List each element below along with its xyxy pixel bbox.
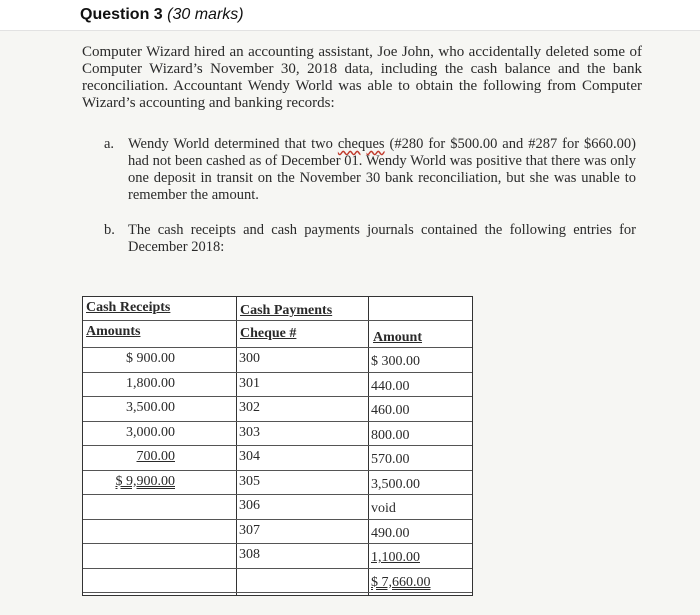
table-row-line: [83, 568, 472, 569]
item-a-letter: a.: [104, 136, 115, 152]
item-a-text: [128, 136, 636, 204]
cheque-number: 303: [239, 424, 260, 440]
question-title: [80, 6, 244, 24]
cheque-number: 301: [239, 375, 260, 391]
payment-amount: 440.00: [371, 378, 410, 394]
amount-header: Amount: [373, 330, 423, 345]
payments-header: Cash Payments: [240, 303, 333, 318]
receipt-amount: 700.00: [136, 449, 175, 464]
receipts-total: $ 9,900.00: [115, 473, 175, 489]
table-row-line: [83, 592, 472, 593]
table-column-divider: [368, 297, 369, 595]
table-row-line: [83, 372, 472, 373]
table-row-line: [83, 470, 472, 471]
cheque-number: 308: [239, 547, 260, 562]
journal-table: [82, 296, 473, 596]
cheque-number: 307: [239, 522, 260, 538]
receipt-amount: $ 900.00: [126, 351, 175, 366]
item-a: [104, 136, 636, 204]
table-row-line: [83, 445, 472, 446]
payment-amount: 490.00: [371, 525, 410, 541]
cheque-header: Cheque #: [240, 326, 297, 341]
payment-amount: void: [371, 501, 396, 516]
intro-paragraph: Computer Wizard hired an accounting assistant, Joe John, who accidentally deleted some of Computer Wizard’s November 30, 2018 data, including the cash balance and the bank reconciliation. Accountant Wendy World was able to obtain the following from Computer Wizard’s accounting and banking records:: [82, 44, 642, 111]
item-b-text: The cash receipts and cash payments journals contained the following entries for December 2018:: [128, 222, 636, 255]
item-b: [104, 222, 636, 256]
cheque-number: 305: [239, 473, 260, 489]
payment-amount: 1,100.00: [371, 550, 420, 565]
cheque-number: 304: [239, 449, 260, 464]
receipt-amount: 3,500.00: [126, 400, 175, 415]
cheque-number: 302: [239, 400, 260, 415]
table-column-divider: [236, 297, 237, 595]
item-b-letter: b.: [104, 222, 115, 238]
table-row-line: [83, 519, 472, 520]
payment-amount: 3,500.00: [371, 476, 420, 492]
question-header: [0, 0, 700, 31]
table-row-line: [83, 421, 472, 422]
table-row-line: [83, 543, 472, 544]
item-a-text-end: (#280 for $500.00 and #287 for $660.00) had not been cashed as of December 01. Wendy World was positive that there was only one deposit in transit on the November 30 bank reconciliation, but she was unable to remember the amount.: [128, 136, 636, 203]
payment-amount: 460.00: [371, 403, 410, 418]
cheque-number: 306: [239, 498, 260, 513]
receipt-amount: 3,000.00: [126, 424, 175, 440]
question-label: Question 3: [80, 6, 163, 23]
payment-amount: 800.00: [371, 427, 410, 443]
payment-amount: 570.00: [371, 452, 410, 467]
payments-total: $ 7,660.00: [371, 574, 431, 590]
receipt-amount: 1,800.00: [126, 375, 175, 391]
table-row-line: [83, 494, 472, 495]
receipts-subheader: Amounts: [86, 324, 141, 339]
question-marks: (30 marks): [167, 6, 244, 23]
cheque-number: 300: [239, 351, 260, 366]
payment-amount: $ 300.00: [371, 354, 420, 369]
item-a-spellcheck-word: cheques: [337, 136, 385, 152]
table-row-line: [83, 396, 472, 397]
table-row-line: [83, 320, 472, 321]
receipts-header: Cash Receipts: [86, 300, 171, 315]
item-a-text-start: Wendy World determined that two: [128, 136, 338, 152]
table-row-line: [83, 347, 472, 348]
